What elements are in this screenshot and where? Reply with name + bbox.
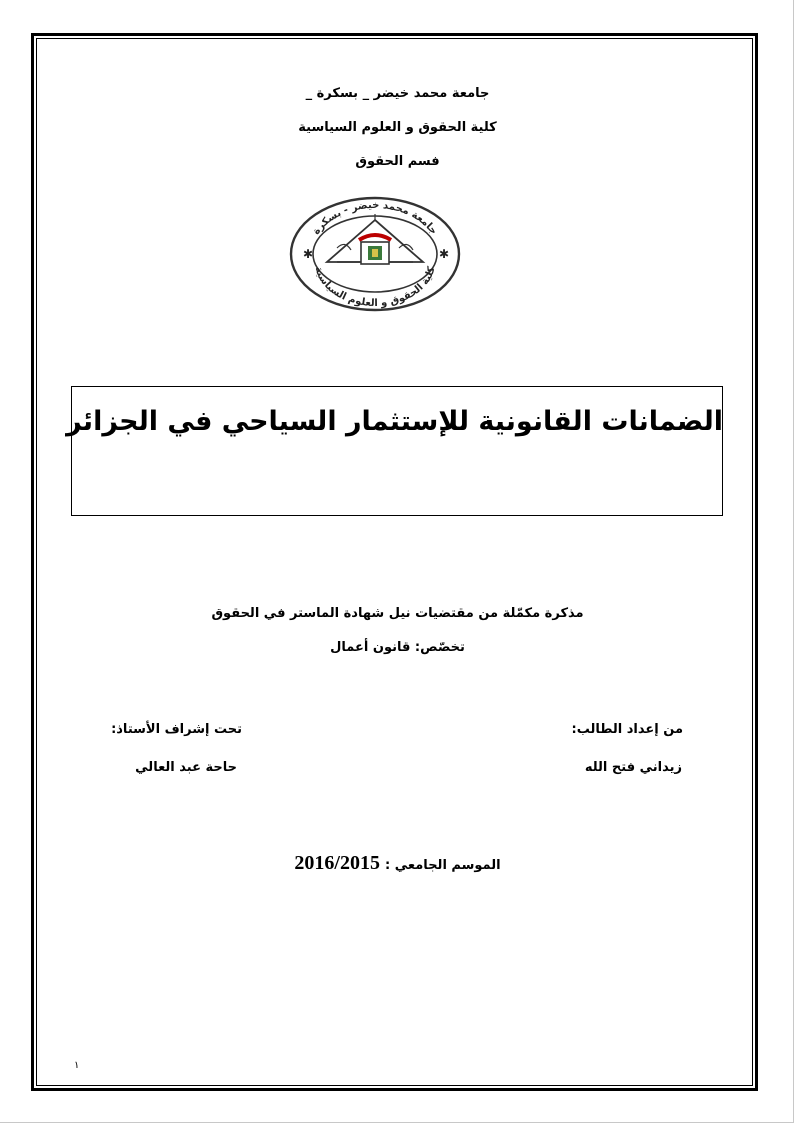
department-name: فسم الحقوق [355, 154, 440, 169]
academic-year-value: 2016/2015 [294, 852, 380, 874]
student-name: زيداني فتح الله [584, 760, 682, 775]
specialization: تخصّص: قانون أعمال [330, 640, 465, 655]
academic-year-label: الموسم الجامعي : [385, 858, 501, 873]
supervisor-label: تحت إشراف الأستاذ: [111, 722, 242, 737]
svg-text:✱: ✱ [303, 247, 314, 261]
university-seal-icon [289, 196, 461, 312]
memo-description: مذكرة مكمّلة من مقتضيات نيل شهادة الماستر في الحقوق [211, 606, 584, 621]
svg-text:جامعة محمد خيضر - بسكرة: جامعة محمد خيضر - بسكرة [310, 199, 440, 237]
supervisor-name: حاحة عبد العالي [135, 760, 237, 775]
prepared-by-label: من إعداد الطالب: [571, 722, 683, 737]
page-number: ١ [74, 1060, 80, 1071]
academic-year [0, 852, 795, 875]
svg-text:كلية الحقوق و العلوم السياسية: كلية الحقوق و العلوم السياسية [312, 265, 438, 310]
faculty-name: كلية الحقوق و العلوم السياسية [298, 120, 497, 135]
svg-text:✱: ✱ [439, 247, 450, 261]
thesis-title: الضمانات القانونية للإستثمار السياحي في الجزائر [66, 406, 723, 437]
university-name: جامعة محمد خيضر _ بسكرة _ [305, 86, 490, 101]
